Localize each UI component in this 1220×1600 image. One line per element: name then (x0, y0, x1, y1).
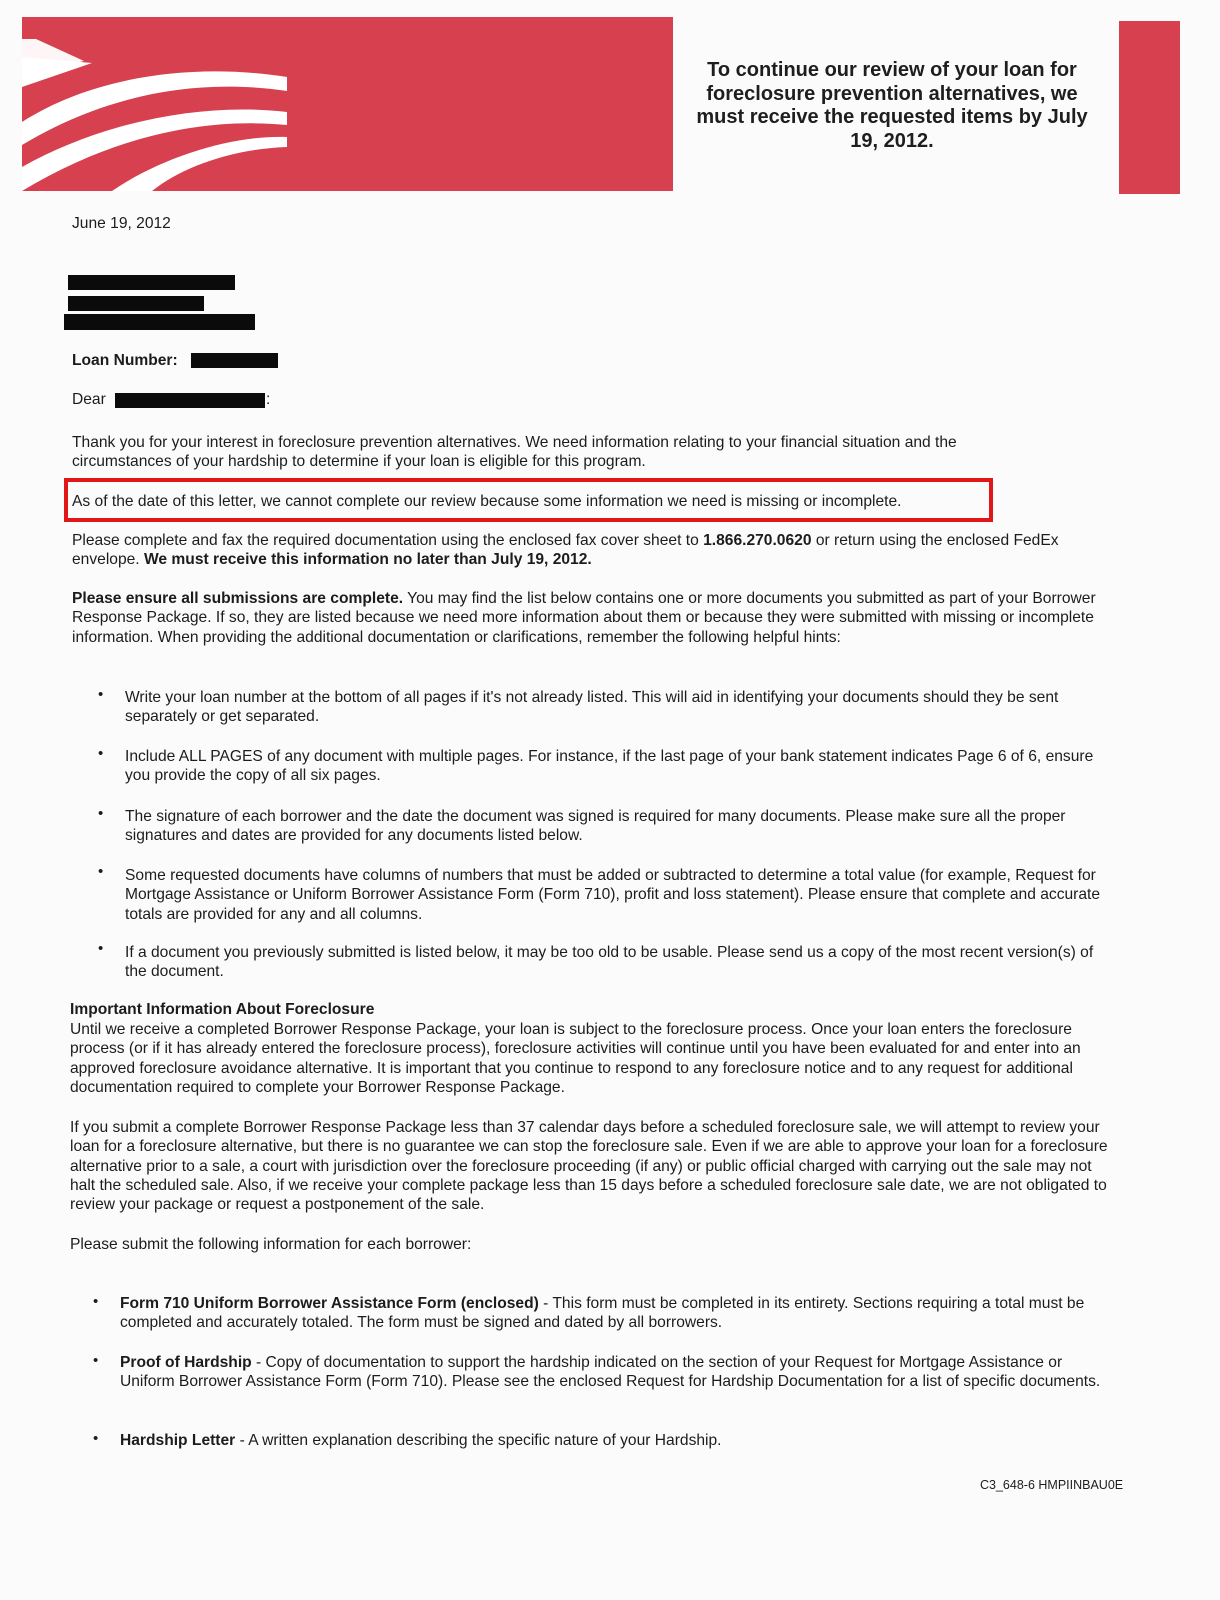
loan-number-label: Loan Number: (72, 352, 178, 369)
bullet-icon: • (98, 745, 104, 762)
bullet-icon: • (98, 863, 104, 880)
bullet-icon: • (98, 805, 104, 822)
ensure-lead: Please ensure all submissions are complete. (72, 590, 404, 607)
requirement-text: - Copy of documentation to support the hardship indicated on the section of your Request for Mortgage Assistance or Uniform Borrower Assistance Form (Form 710). Please see the enclosed Request for Hardship Documentation for a list of specific documents. (120, 1354, 1101, 1391)
brand-side-bar (1119, 21, 1180, 194)
requirement-item (120, 1353, 1105, 1392)
deadline-notice: To continue our review of your loan for foreclosure prevention alternatives, we must receive the requested items by July 19, 2012. (696, 59, 1088, 152)
instructions-text-b: or return using the enclosed FedEx envelope. (72, 532, 1059, 569)
footer-code: C3_648-6 HMPIINBAU0E (980, 1478, 1124, 1492)
bullet-icon: • (98, 940, 104, 957)
bullet-icon: • (93, 1430, 99, 1447)
bullet-icon: • (93, 1352, 99, 1369)
instructions-paragraph (72, 531, 1102, 570)
redacted-address-line (68, 296, 204, 311)
brand-banner (22, 17, 673, 191)
salutation-prefix: Dear (72, 391, 106, 408)
requirement-item (120, 1431, 1105, 1450)
redacted-address-line (68, 275, 235, 290)
bullet-icon: • (98, 686, 104, 703)
hint-item: Some requested documents have columns of numbers that must be added or subtracted to determine a total value (for example, Request for Mortgage Assistance or Uniform Borrower Assistance Form (Form 710), profit and loss statement). Please ensure that complete and accurate totals are provided for any and all columns. (125, 867, 1101, 923)
deadline-sentence: We must receive this information no later than July 19, 2012. (143, 551, 592, 569)
redacted-address-line (64, 314, 255, 330)
foreclosure-heading: Important Information About Foreclosure (70, 1001, 375, 1018)
ensure-paragraph (72, 589, 1102, 647)
redacted-loan-number (191, 353, 278, 368)
requirement-title: Hardship Letter (120, 1432, 236, 1449)
salutation-suffix: : (266, 391, 271, 408)
intro-paragraph: Thank you for your interest in foreclosure prevention alternatives. We need information relating to your financial situation and the circumstances of your hardship to determine if your loan is eligible for this program. (72, 434, 957, 471)
fax-number: 1.866.270.0620 (703, 532, 812, 549)
hint-item: Write your loan number at the bottom of all pages if it's not already listed. This will aid in identifying your documents should they be sent separately or get separated. (125, 689, 1059, 726)
hint-item: Include ALL PAGES of any document with multiple pages. For instance, if the last page of your bank statement indicates Page 6 of 6, ensure you provide the copy of all six pages. (125, 748, 1094, 785)
hint-item: The signature of each borrower and the date the document was signed is required for many documents. Please make sure all the proper signatures and dates are provided for any documents listed below. (125, 808, 1066, 845)
requirement-title: Proof of Hardship (120, 1354, 252, 1371)
redacted-name (115, 393, 265, 408)
instructions-text-a: Please complete and fax the required documentation using the enclosed fax cover sheet to (72, 532, 699, 549)
hint-item: If a document you previously submitted is listed below, it may be too old to be usable. Please send us a copy of the most recent version(s) of the document. (125, 944, 1094, 981)
ensure-body: You may find the list below contains one or more documents you submitted as part of your Borrower Response Package. If so, they are listed because we need more information about them or because they were submitted with missing or incomplete information. When providing the additional documentation or clarifications, remember the following helpful hints: (72, 590, 1096, 646)
foreclosure-paragraph-1: Until we receive a completed Borrower Response Package, your loan is subject to the foreclosure process. Once your loan enters the foreclosure process (or if it has already entered the foreclosure process), foreclosure activities will continue until you have been evaluated for and enter into an approved foreclosure avoidance alternative. It is important that you continue to respond to any foreclosure notice and to any request for additional documentation required to complete your Borrower Response Package. (70, 1021, 1081, 1096)
requirement-item (120, 1294, 1095, 1333)
letter-date: June 19, 2012 (72, 215, 171, 232)
requirement-text: - This form must be completed in its entirety. Sections requiring a total must be completed and accurately totaled. The form must be signed and dated by all borrowers. (120, 1295, 1085, 1332)
requirement-text: - A written explanation describing the specific nature of your Hardship. (235, 1432, 722, 1449)
requirement-title: Form 710 Uniform Borrower Assistance Form (enclosed) (120, 1295, 539, 1312)
foreclosure-paragraph-2: If you submit a complete Borrower Response Package less than 37 calendar days before a scheduled foreclosure sale, we will attempt to review your loan for a foreclosure alternative, but there is no guarantee we can stop the foreclosure sale. Even if we are able to approve your loan for a foreclosure alternative prior to a sale, a court with jurisdiction over the foreclosure proceeding (if any) or public official charged with carrying out the sale may not halt the scheduled sale. Also, if we receive your complete package less than 15 days before a scheduled foreclosure sale date, we are not obligated to review your package or request a postponement of the sale. (70, 1119, 1108, 1214)
submit-intro: Please submit the following information for each borrower: (70, 1236, 472, 1253)
flag-logo-icon (22, 17, 673, 191)
highlighted-notice: As of the date of this letter, we cannot complete our review because some information we need is missing or incomplete. (72, 493, 902, 510)
bullet-icon: • (93, 1293, 99, 1310)
